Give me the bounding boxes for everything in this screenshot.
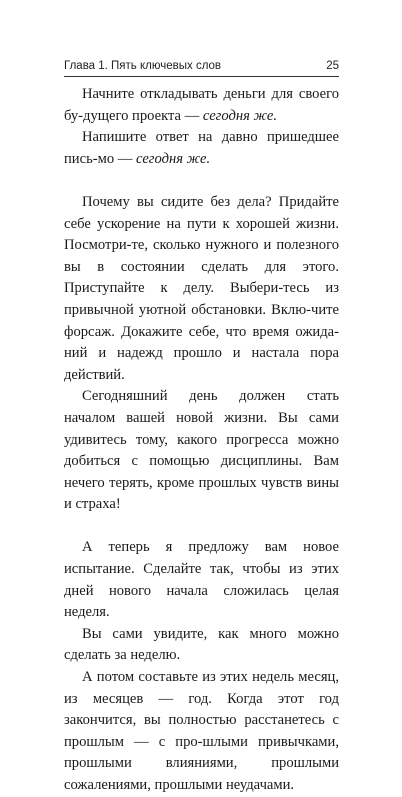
paragraph-1-text: Начните откладывать деньги для своего бу-дущего проекта — xyxy=(64,86,339,124)
paragraph-1-emphasis: сегодня же. xyxy=(202,107,278,124)
body-text xyxy=(64,84,339,797)
paragraph-4-text: Сегодняшний день должен стать началом вашей новой жизни. Вы сами удивитесь тому, какого прогресса можно добиться с помощью дисциплины. Вам нечего терять, кроме прошлых чувств вины и страха! xyxy=(64,388,339,513)
paragraph-7-text: А потом составьте из этих недель месяц, из месяцев — год. Когда этот год закончится, вы полностью расстанетесь с прошлым — с про-шлыми привычками, прошлыми влияниями, прошлыми сожалениями, прошлыми неудачами. xyxy=(64,669,339,793)
paragraph-5 xyxy=(64,537,339,623)
paragraph-5-text: А теперь я предложу вам новое испытание. Сделайте так, чтобы из этих дней нового начала сложилась целая неделя. xyxy=(64,539,339,621)
paragraph-6-text: Вы сами увидите, как много можно сделать за неделю. xyxy=(64,625,339,664)
paragraph-2-emphasis: сегодня же. xyxy=(136,150,211,167)
paragraph-4 xyxy=(64,386,339,516)
paragraph-2-text: Напишите ответ на давно пришедшее пись-мо — xyxy=(64,129,339,167)
running-header xyxy=(64,60,339,72)
running-title: Глава 1. Пять ключевых слов xyxy=(64,60,222,72)
paragraph-3 xyxy=(64,192,339,386)
page-number: 25 xyxy=(326,60,339,72)
paragraph-7 xyxy=(64,667,339,797)
paragraph-6 xyxy=(64,624,339,667)
header-rule xyxy=(64,76,339,77)
paragraph-2 xyxy=(64,127,339,170)
paragraph-3-text: Почему вы сидите без дела? Придайте себе ускорение на пути к хорошей жизни. Посмотри-те, сколько нужного и полезного вы в состоянии сделать для этого. Приступайте к делу. Выбери-тесь из привычной уютной обстановки. Вклю-чите форсаж. Докажите себе, что время ожида-ний и надежд прошло и настала пора действий. xyxy=(64,193,339,383)
paragraph-1 xyxy=(64,84,339,127)
